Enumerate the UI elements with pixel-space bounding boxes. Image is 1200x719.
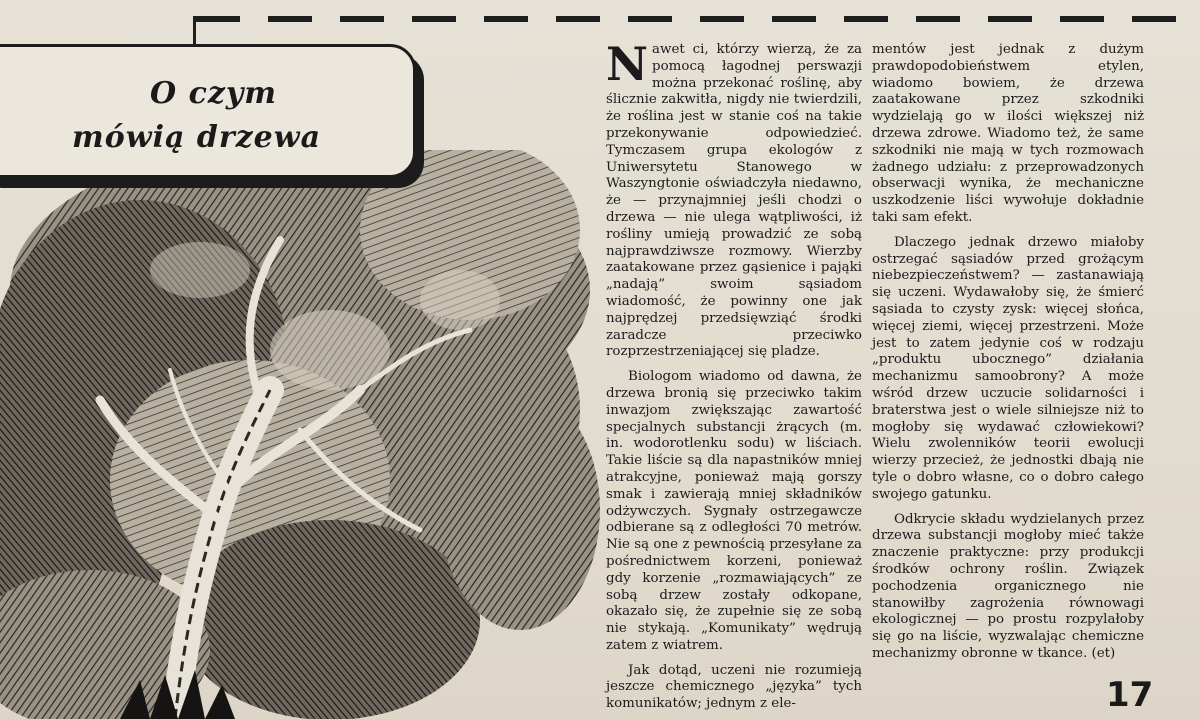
dashed-top-rule — [196, 16, 1196, 22]
drop-cap: N — [606, 37, 649, 91]
paragraph-1 — [606, 37, 862, 361]
tree-illustration — [0, 150, 600, 719]
paragraph-4: Dlaczego jednak drzewo miałoby ostrzegać sąsiadów przed grożącym niebezpieczeństwem? — zastanawiają się uczeni. Wydawałoby się, że śmierć sąsiada to czysty zysk: więcej słońca, więcej ziemi, więcej przestrzeni. Może jest to zatem jedynie coś w rodzaju „produktu ubocznego” działania mechanizmu samoobrony? A może wśród drzew uczucie solidarności i braterstwa jest o wiele silniejsze niż to mogłoby się wydawać człowiekowi? Wielu zwolenników teorii ewolucji wierzy przecież, że jednostki dbają nie tyle o dobro własne, co o dobro całego swojego gatunku. — [872, 234, 1144, 502]
article-title-line-1: O czym — [150, 76, 278, 111]
text-column-2 — [872, 42, 1144, 671]
title-box — [0, 44, 416, 178]
paragraph-2: Biologom wiadomo od dawna, że drzewa bronią się przeciwko takim inwazjom zwiększając zawartość specjalnych substancji żrących (m. in. wodorotlenku sodu) w liściach. Takie liście są dla napastników mniej atrakcyjne, ponieważ mają gorszy smak i zawierają mniej składników odżywczych. Sygnały ostrzegawcze odbierane są z odległości 70 metrów. Nie są one z pewnością przesyłane za pośrednictwem korzeni, ponieważ gdy korzenie „rozmawiających” ze sobą drzew zostały odkopane, okazało się, że zupełnie się ze sobą nie stykają. „Komunikaty” wędrują zatem z wiatrem. — [606, 369, 862, 653]
paragraph-3-start: Jak dotąd, uczeni nie rozumieją jeszcze chemicznego „języka” tych komunikatów; jednym z ele- — [606, 662, 862, 712]
article-title-line-2: mówią drzewa — [72, 120, 322, 155]
paragraph-5: Odkrycie składu wydzielanych przez drzewa substancji mogłoby mieć także znaczenie praktyczne: przy produkcji środków ochrony roślin. Związek pochodzenia organicznego nie stanowiłby zagrożenia równowagi ekologicznej — po prostu rozpylałoby się go na liście, wyzwalając chemiczne mechanizmy obronne w tkance. (et) — [872, 511, 1144, 661]
paragraph-3-continued: mentów jest jednak z dużym prawdopodobieństwem etylen, wiadomo bowiem, że drzewa zaatakowane przez szkodniki wydzielają go w ilości większej niż drzewa zdrowe. Wiadomo też, że same szkodniki nie mają w tych rozmowach żadnego udziału: z przeprowadzonych obserwacji wynika, że mechaniczne uszkodzenie liści wywołuje dokładnie taki sam efekt. — [872, 42, 1144, 225]
paragraph-1-text: awet ci, którzy wierzą, że za pomocą łagodnej perswazji można przekonać roślinę, aby ślicznie zakwitła, nigdy nie twierdzili, że roślina jest w stanie coś na takie przekonywanie odpowiedzieć. Tymczasem grupa ekologów z Uniwersytetu Stanowego w Waszyngtonie oświadczyła niedawno, że — przynajmniej jeśli chodzi o drzewa — nie ulega wątpliwości, iż rośliny umieją prowadzić ze sobą najprawdziwsze rozmowy. Wierzby zaatakowane przez gąsienice i pająki „nadają” swoim sąsiadom wiadomość, że powinny one jak najprędzej przedsięwziąć środki zaradcze przeciwko rozprzestrzeniającej się pladze. — [606, 42, 862, 360]
text-column-1 — [606, 37, 862, 719]
page-number: 17 — [1106, 675, 1154, 715]
